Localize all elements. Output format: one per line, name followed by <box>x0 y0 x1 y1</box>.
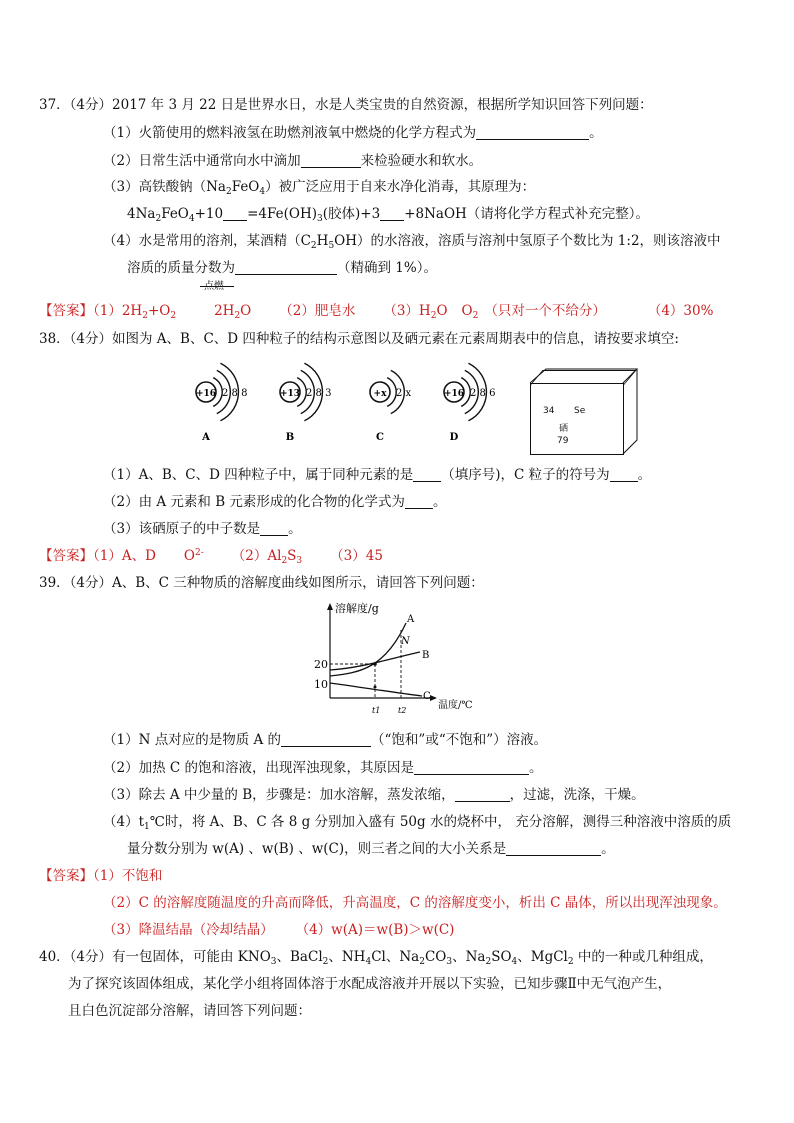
point-n-label: N <box>401 636 410 647</box>
q39-part4: $(4)t_1℃$时，将 A、B、C 各 8 g 分别加入盛有 50g 水的烧杯中， 充分溶解，测得三种溶液中溶质的质 <box>103 814 732 832</box>
c-point-t1 <box>374 686 377 689</box>
q39-part3: （3）除去 A 中少量的 B，步骤是：加水溶解，蒸发浓缩， ，过滤，洗涤，干燥。 <box>103 787 645 803</box>
q38-part1: （1）A、B、C、D 四种粒子中，属于同种元素的是 （填序号)，C 粒子的符号为 。 <box>103 467 652 483</box>
intersection-point <box>373 662 377 666</box>
x-tick-t2: t2 <box>398 706 407 715</box>
q40-line1: 40．（4分）有一包固体，可能由 $KNO_3$、BaCl$_2$、$NH_4Cl$、$Na_2CO_3$、$Na_2SO_4$、MgCl$_2$ 中的一种或几种组成， <box>39 949 713 967</box>
element-symbol: Se <box>574 406 586 416</box>
q40-line2: 为了探究该固体组成，某化学小组将固体溶于水配成溶液并开展以下实验，已知步骤Ⅱ中无气泡产生， <box>68 976 672 992</box>
series-c-label: C <box>423 691 431 702</box>
q39-answer-3-4: （3）降温结晶（冷却结晶） （4）w(A)＝w(B)＞w(C) <box>103 922 455 938</box>
x-axis-arrow <box>430 695 437 701</box>
q37-answer: 【答案】$(1)2H_2+O_2$ $2H_2O$ （2）肥皂水 $(3)H_2O$ $O_2$ （只对一个不给分） （4）30% <box>39 303 714 321</box>
y-tick-20: 20 <box>314 658 328 671</box>
shell-electron-counts: 2 x <box>396 388 412 399</box>
nucleus-charge: +16 <box>195 389 217 399</box>
y-tick-10: 10 <box>314 678 328 691</box>
q39-heading: 39．（4分）A、B、C 三种物质的溶解度曲线如图所示，请回答下列问题： <box>39 575 484 591</box>
atomic-number: 34 <box>543 406 555 416</box>
series-b-label: B <box>422 650 430 661</box>
atom-label: A <box>202 432 210 443</box>
q39-answer-label: 【答案】（1）不饱和 <box>39 868 163 884</box>
q40-line3: 且白色沉淀部分溶解，请回答下列问题： <box>68 1003 311 1019</box>
atomic-mass: 79 <box>557 436 569 446</box>
series-b-curve <box>330 652 420 670</box>
x-tick-t1: t1 <box>372 706 381 715</box>
atom-diagram-c <box>370 370 412 443</box>
q38-heading: 38．（4分）如图为 A、B、C、D 四种粒子的结构示意图以及硒元素在元素周期表中的信息，请按要求填空: <box>39 331 679 347</box>
reaction-condition: 点燃 <box>204 281 224 292</box>
q38-answer: 【答案】（1）A、D $O^{2-}$ $(2)Al_2S_3$ （3）45 <box>39 548 383 566</box>
y-axis-arrow <box>327 603 333 610</box>
q38-part2: （2）由 A 元素和 B 元素形成的化合物的化学式为 。 <box>103 494 447 510</box>
y-axis-label: 溶解度/g <box>335 602 379 615</box>
q37-part4: （4）水是常用的溶剂，某酒精$(C_2H_5OH)$的水溶液，溶质与溶剂中氢原子个数比为 1:2，则该溶液中 <box>103 233 721 251</box>
q37-heading: 37．（4分）2017 年 3 月 22 日是世界水日，水是人类宝贵的自然资源，根据所学知识回答下列问题： <box>39 97 653 113</box>
shell-electron-counts: 2 8 3 <box>306 388 332 399</box>
nucleus-charge: +x <box>373 389 387 399</box>
atom-label: D <box>449 432 459 443</box>
series-c-curve <box>330 683 422 696</box>
q39-part2: （2）加热 C 的饱和溶液，出现浑浊现象，其原因是 。 <box>103 760 543 776</box>
q39-part1: （1）N 点对应的是物质 A 的 （“饱和”或“不饱和”）溶液。 <box>103 732 548 748</box>
shell-electron-counts: 2 8 8 <box>222 388 248 399</box>
q37-part3: （3）高铁酸钠$(Na_2FeO_4)$被广泛应用于自来水净化消毒，其原理为： <box>103 179 536 197</box>
atom-label: C <box>376 432 384 443</box>
solubility-chart <box>300 598 500 723</box>
shell-electron-counts: 2 8 6 <box>470 388 496 399</box>
q38-part3: （3）该硒原子的中子数是 。 <box>103 521 302 537</box>
q37-part1: （1）火箭使用的燃料液氢在助燃剂液氧中燃烧的化学方程式为 。 <box>103 125 603 141</box>
series-a-curve <box>330 623 406 676</box>
q37-part2: （2）日常生活中通常向水中滴加 来检验硬水和软水。 <box>103 153 483 169</box>
atom-diagram-d <box>444 363 495 443</box>
electron-shell-arc <box>387 378 396 407</box>
atom-diagram-a <box>196 363 247 443</box>
element-name: 硒 <box>559 424 569 434</box>
cell-box-depth <box>530 368 640 458</box>
atom-label: B <box>285 432 295 443</box>
series-a-label: A <box>407 614 415 625</box>
nucleus-charge: +13 <box>279 389 301 399</box>
q39-answer-2: （2）C 的溶解度随温度的升高而降低，升高温度，C 的溶解度变小，析出 C 晶体，所以出现浑浊现象。 <box>103 895 727 911</box>
nucleus-charge: +16 <box>443 389 465 399</box>
q39-part4-cont: 量分数分别为 w(A) 、w(B) 、w(C)，则三者之间的大小关系是 。 <box>127 841 615 857</box>
condition-line <box>200 286 234 287</box>
atom-diagram-b <box>280 363 331 443</box>
q37-part4-cont: 溶质的质量分数为 （精确到 1%）。 <box>127 260 437 276</box>
q37-equation: $4Na_2FeO_4+10 =4Fe(OH)_3$(胶体)+3 +8NaOH（请将化学方程式补充完整）。 <box>127 206 650 224</box>
x-axis-label: 温度/℃ <box>438 700 473 711</box>
